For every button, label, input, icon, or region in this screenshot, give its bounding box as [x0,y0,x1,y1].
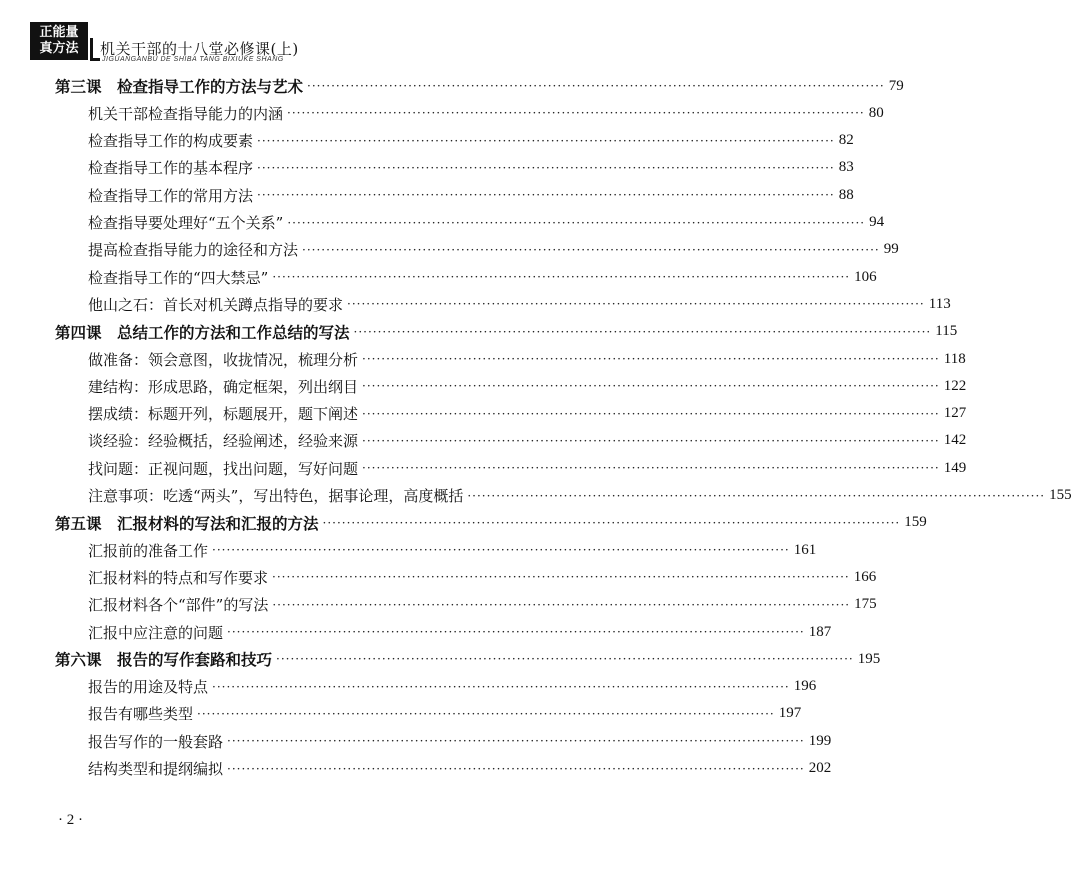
series-badge [30,22,88,60]
toc-page-number: 118 [943,350,966,367]
toc-entry-row [88,211,885,235]
toc-entry-row [88,156,854,180]
toc-entry-row [88,565,877,589]
toc-page-number: 122 [943,377,967,394]
toc-chapter-row [55,74,904,98]
toc-title: 第五课 汇报材料的写法和汇报的方法 [55,514,319,533]
toc-leader-dots: ························································································································ [257,133,835,148]
toc-leader-dots: ························································································································ [257,160,835,175]
toc-leader-dots: ························································································································ [287,106,865,121]
badge-line-1: 正能量 [39,25,79,40]
toc-title: 报告写作的一般套路 [88,732,224,751]
book-title-pinyin: JIGUANGANBU DE SHIBA TANG BIXIUKE SHANG [102,56,284,63]
toc-page-number: 142 [943,432,967,449]
toc-page-number: 195 [857,650,881,667]
toc-leader-dots: ························································································································ [272,597,851,612]
toc-entry-row [88,374,967,398]
toc-title: 检查指导工作的构成要素 [88,132,254,151]
toc-title: 谈经验：经验概括，经验阐述，经验来源 [88,432,359,451]
toc-leader-dots: ························································································································ [272,270,851,285]
toc-leader-dots: ························································································································ [467,488,1046,503]
running-header [30,22,550,62]
toc-title: 做准备：领会意图，收拢情况，梳理分析 [88,350,359,369]
toc-leader-dots: ························································································································ [227,625,805,639]
toc-entry-row [88,265,877,289]
toc-leader-dots: ························································································································ [212,543,790,558]
toc-entry-row [88,675,817,699]
toc-leader-dots: ························································································································ [362,352,940,366]
toc-title: 报告的用途及特点 [88,678,209,697]
toc-leader-dots: ························································································································ [197,706,775,721]
toc-leader-dots: ························································································································ [272,570,850,585]
toc-page-number: 175 [854,596,877,613]
toc-page-number: 197 [778,705,802,722]
toc-leader-dots: ························································································································ [302,242,880,257]
toc-page-number: 79 [888,77,904,94]
toc-entry-row [88,729,832,753]
toc-title: 报告有哪些类型 [88,705,194,724]
toc-title: 汇报材料的特点和写作要求 [88,568,269,587]
toc-page-number: 94 [869,214,885,230]
toc-page-number: 196 [793,678,817,695]
toc-title: 检查指导要处理好“五个关系” [88,214,284,232]
toc-entry-row [88,238,899,262]
toc-chapter-row [55,511,927,535]
toc-page-number: 113 [928,295,951,312]
toc-title: 检查指导工作的“四大禁忌” [88,268,269,287]
toc-page-number: 115 [935,323,958,340]
toc-title: 第四课 总结工作的方法和工作总结的写法 [55,323,350,342]
toc-page-number: 88 [838,186,854,203]
toc-entry-row [88,620,832,644]
toc-leader-dots: ························································································································ [362,379,940,394]
toc-title: 检查指导工作的常用方法 [88,186,254,205]
toc-leader-dots: ························································································································ [276,652,854,667]
toc-page-number: 82 [838,132,854,149]
toc-entry-row [88,129,854,153]
toc-title: 摆成绩：标题开列，标题展开，题下阐述 [88,405,359,424]
header-rule-vertical [90,38,93,60]
toc-leader-dots: ························································································································ [362,461,940,476]
toc-leader-dots: ························································································································ [322,515,901,530]
toc-entry-row [88,484,1072,508]
toc-chapter-row [55,647,881,671]
toc-title: 他山之石：首长对机关蹲点指导的要求 [88,295,344,314]
toc-entry-row [88,702,802,726]
toc-page-number: 202 [808,760,832,776]
toc-title: 汇报材料各个“部件”的写法 [88,596,269,615]
toc-entry-row [88,101,884,125]
toc-title: 提高检查指导能力的途径和方法 [88,241,299,260]
toc-page-number: 149 [943,459,967,476]
toc-leader-dots: ························································································································ [347,297,925,312]
toc-title: 第六课 报告的写作套路和技巧 [55,651,273,670]
toc-entry-row [88,347,966,371]
toc-page-number: 106 [854,268,877,285]
toc-page-number: 166 [853,568,877,585]
toc-page-number: 83 [838,159,854,176]
toc-leader-dots: ························································································································ [362,406,940,421]
toc-title: 机关干部检查指导能力的内涵 [88,104,284,123]
toc-entry-row [88,292,951,316]
toc-leader-dots: ························································································································ [307,79,885,93]
book-title: 机关干部的十八堂必修课(上) [100,40,299,58]
toc-leader-dots: ························································································································ [227,734,805,749]
toc-title: 第三课 检查指导工作的方法与艺术 [55,78,304,96]
toc-title: 结构类型和提纲编拟 [88,760,224,778]
toc-page-number: 155 [1049,487,1072,503]
toc-title: 汇报中应注意的问题 [88,623,224,642]
toc-page-number: 161 [793,541,817,558]
toc-page-number: 199 [808,732,832,749]
page-number: · 2 · [58,812,83,828]
toc-title: 注意事项：吃透“两头”，写出特色，据事论理，高度概括 [88,487,464,505]
toc-leader-dots: ························································································································ [212,679,790,694]
toc-leader-dots: ························································································································ [227,761,805,776]
toc-title: 检查指导工作的基本程序 [88,159,254,178]
toc-entry-row [88,429,967,453]
toc-page-number: 99 [883,241,899,258]
toc-leader-dots: ························································································································ [257,188,835,203]
toc-title: 建结构：形成思路，确定框架，列出纲目 [88,377,359,396]
toc-entry-row [88,538,817,562]
toc-page-number: 80 [868,104,884,121]
toc-page-number: 127 [943,405,967,422]
toc-chapter-row [55,320,958,344]
toc-entry-row [88,456,967,480]
header-rule-horizontal [90,58,100,61]
toc-title: 找问题：正视问题，找出问题，写好问题 [88,459,359,478]
toc-entry-row [88,593,877,617]
toc-leader-dots: ························································································································ [287,215,866,230]
toc-page-number: 187 [808,623,832,640]
badge-line-2: 真方法 [39,41,79,56]
toc-entry-row [88,183,854,207]
toc-title: 汇报前的准备工作 [88,541,209,560]
toc-entry-row [88,402,967,426]
toc-page-number: 159 [904,514,927,531]
toc-leader-dots: ························································································································ [362,433,940,448]
toc-entry-row [88,757,832,781]
toc-leader-dots: ························································································································ [353,324,932,339]
